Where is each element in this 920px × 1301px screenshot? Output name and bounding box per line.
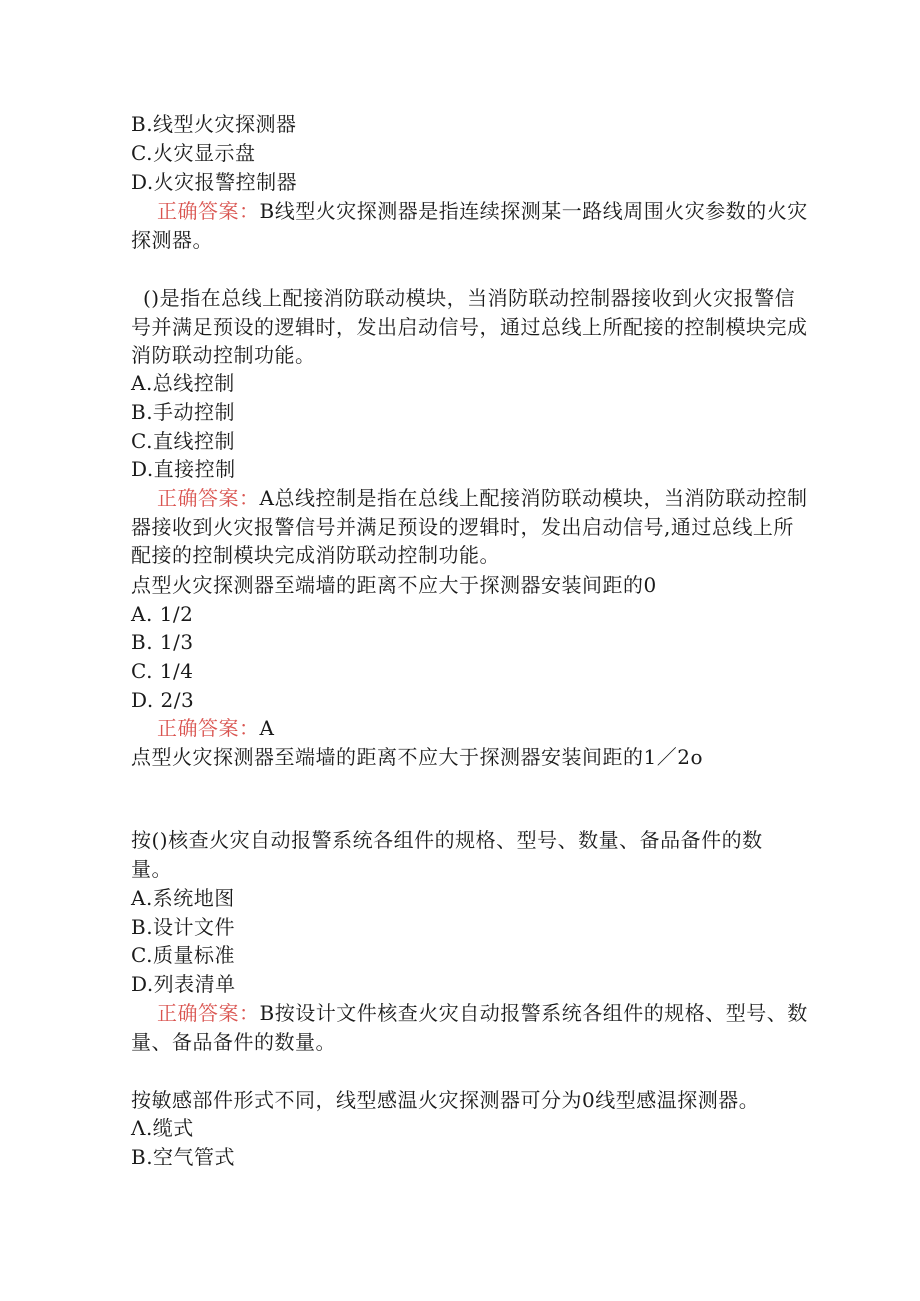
answer-label: 正确答案： [157, 199, 260, 223]
answer-continuation: 探测器。 [131, 228, 213, 252]
option-a: A. 1/2 [131, 602, 194, 626]
answer-text: B线型火灾探测器是指连续探测某一路线周围火灾参数的火灾 [259, 199, 808, 223]
answer-label: 正确答案： [157, 486, 260, 510]
option-c: C.火灾显示盘 [131, 141, 256, 165]
option-c: C.质量标准 [131, 943, 235, 967]
answer-continuation: 量、备品备件的数量。 [131, 1030, 336, 1054]
option-a: A.总线控制 [131, 371, 235, 395]
question-text: 消防联动控制功能。 [131, 343, 316, 367]
option-d: D.列表清单 [131, 972, 236, 996]
answer-line [157, 484, 807, 513]
question-text: ()是指在总线上配接消防联动模块，当消防联动控制器接收到火灾报警信 [143, 286, 796, 310]
option-a: A.系统地图 [131, 886, 235, 910]
option-b: B.空气管式 [131, 1145, 236, 1169]
answer-line [157, 714, 274, 743]
answer-label: 正确答案： [157, 1001, 260, 1025]
question-text: 按()核查火灾自动报警系统各组件的规格、型号、数量、备品备件的数 [131, 828, 763, 852]
option-b: B.线型火灾探测器 [131, 112, 297, 136]
answer-text: A [259, 716, 275, 740]
option-c: C. 1/4 [131, 659, 194, 683]
answer-line [157, 197, 808, 226]
answer-continuation: 器接收到火灾报警信号并满足预设的逻辑时，发出启动信号,通过总线上所 [131, 515, 794, 539]
question-text: 量。 [131, 857, 172, 881]
question-text: 号并满足预设的逻辑时，发出启动信号，通过总线上所配接的控制模块完成 [131, 315, 808, 339]
option-c: C.直线控制 [131, 429, 235, 453]
question-text: 点型火灾探测器至端墙的距离不应大于探测器安装间距的0 [131, 573, 657, 597]
answer-text: B按设计文件核查火灾自动报警系统各组件的规格、型号、数 [259, 1001, 808, 1025]
question-text: 按敏感部件形式不同，线型感温火灾探测器可分为0线型感温探测器。 [131, 1088, 760, 1112]
answer-text: A总线控制是指在总线上配接消防联动模块，当消防联动控制 [259, 486, 808, 510]
answer-label: 正确答案： [157, 716, 260, 740]
option-a: Λ.缆式 [131, 1116, 194, 1140]
answer-line [157, 999, 808, 1028]
option-b: B.手动控制 [131, 400, 236, 424]
answer-continuation: 配接的控制模块完成消防联动控制功能。 [131, 543, 500, 567]
option-d: D.火灾报警控制器 [131, 170, 298, 194]
option-b: B.设计文件 [131, 915, 236, 939]
answer-explanation: 点型火灾探测器至端墙的距离不应大于探测器安装间距的1／2o [131, 745, 703, 769]
option-b: B. 1/3 [131, 630, 194, 654]
option-d: D. 2/3 [131, 688, 195, 712]
option-d: D.直接控制 [131, 457, 236, 481]
